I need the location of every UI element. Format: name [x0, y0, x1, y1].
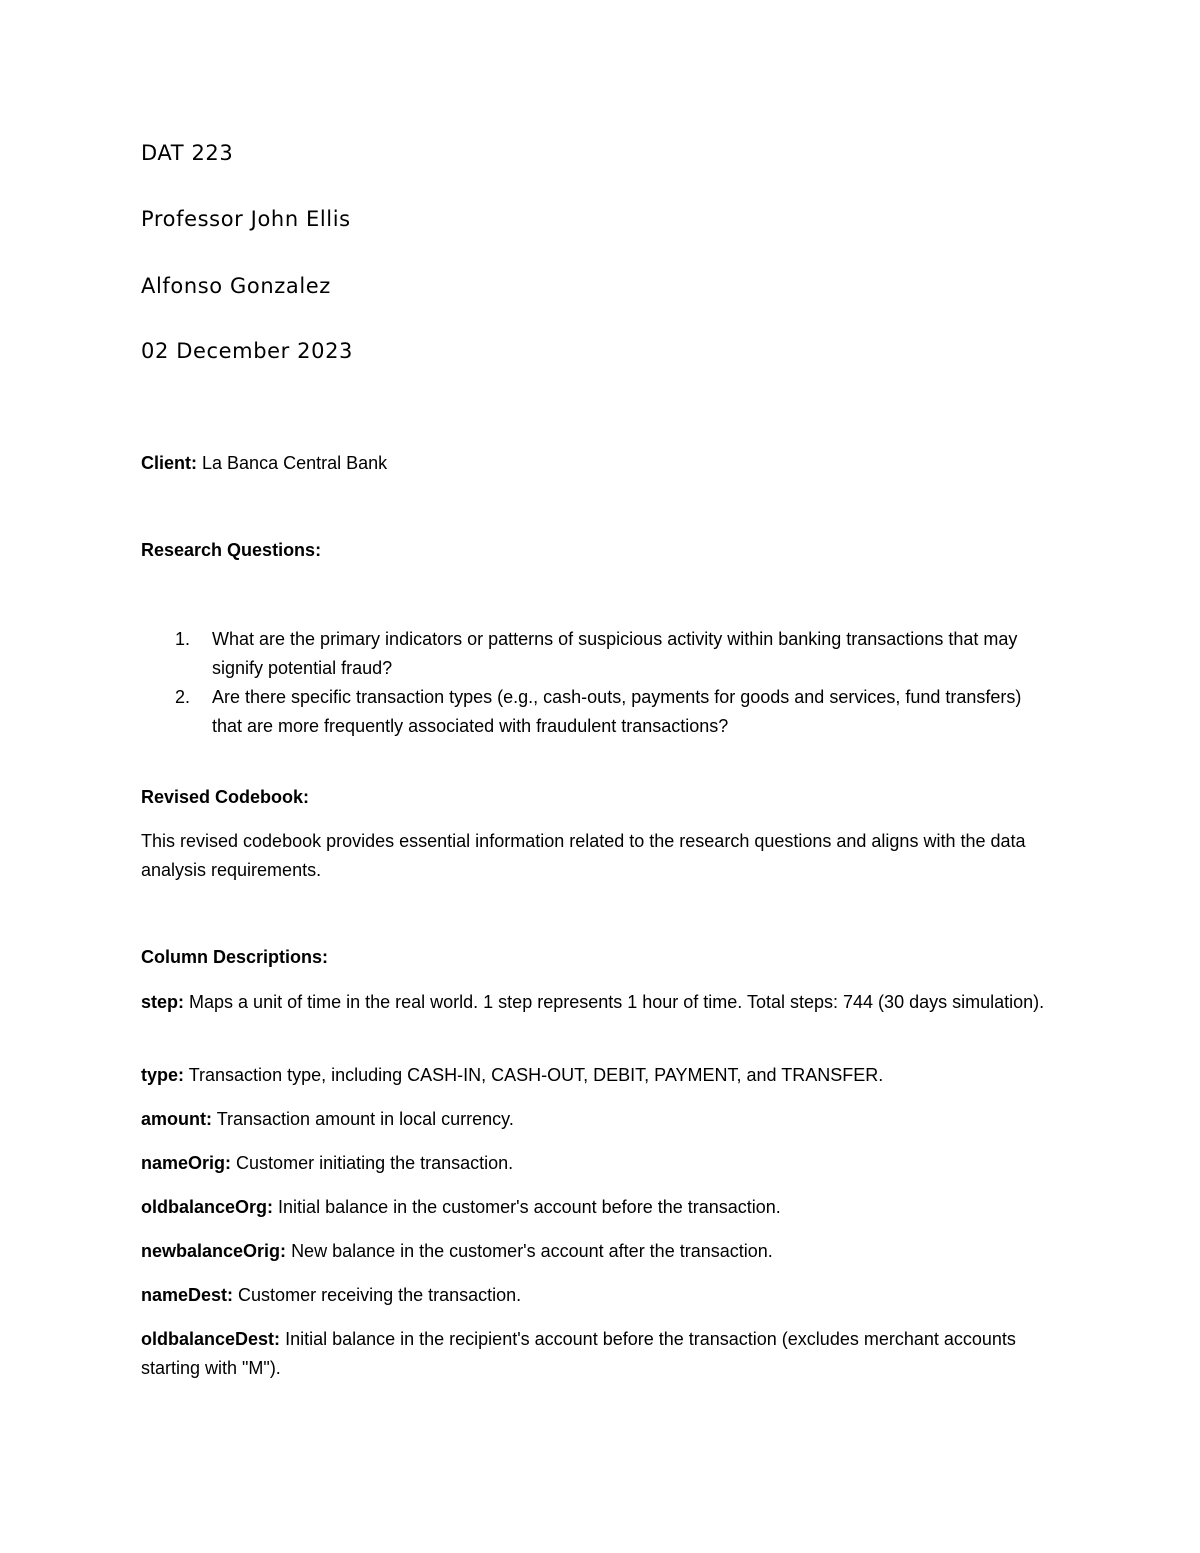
- column-name: newbalanceOrig:: [141, 1241, 287, 1261]
- column-description-item: [141, 1061, 1051, 1090]
- list-item: [141, 625, 1041, 683]
- column-desc: Transaction amount in local currency.: [216, 1109, 514, 1129]
- column-name: nameDest:: [141, 1285, 234, 1305]
- column-description-item: [141, 1105, 1051, 1134]
- column-desc: Customer receiving the transaction.: [238, 1285, 522, 1305]
- student-name: Alfonso Gonzalez: [141, 274, 331, 298]
- client-line: [141, 449, 1051, 478]
- column-description-item: [141, 1193, 1051, 1222]
- column-desc: Transaction type, including CASH-IN, CASH-OUT, DEBIT, PAYMENT, and TRANSFER.: [188, 1065, 884, 1085]
- column-name: amount:: [141, 1109, 212, 1129]
- column-name: oldbalanceDest:: [141, 1329, 281, 1349]
- column-description-item: [141, 1149, 1051, 1178]
- codebook-paragraph: This revised codebook provides essential information related to the research questions and aligns with the data analysis requirements.: [141, 831, 1026, 880]
- column-name: nameOrig:: [141, 1153, 232, 1173]
- research-questions-heading: Research Questions:: [141, 540, 322, 560]
- column-description-item: [141, 1281, 1051, 1310]
- column-desc: Maps a unit of time in the real world. 1 step represents 1 hour of time. Total steps: 744 (30 days simulation).: [189, 992, 1045, 1012]
- column-desc: Customer initiating the transaction.: [236, 1153, 514, 1173]
- professor-name: Professor John Ellis: [141, 207, 351, 231]
- column-name: step:: [141, 992, 185, 1012]
- column-description-item: [141, 1325, 1051, 1383]
- list-item-text: Are there specific transaction types (e.g., cash-outs, payments for goods and services, fund transfers) that are more frequently associated with fraudulent transactions?: [212, 687, 1022, 736]
- column-desc: Initial balance in the customer's account before the transaction.: [278, 1197, 781, 1217]
- client-label: Client:: [141, 453, 197, 473]
- document-date: 02 December 2023: [141, 339, 354, 363]
- course-code: DAT 223: [141, 141, 234, 165]
- list-item-number: 2.: [175, 687, 191, 707]
- client-value: La Banca Central Bank: [202, 453, 388, 473]
- column-description-item: [141, 1237, 1051, 1266]
- codebook-heading: Revised Codebook:: [141, 787, 310, 807]
- column-name: oldbalanceOrg:: [141, 1197, 274, 1217]
- column-description-item: [141, 988, 1051, 1017]
- list-item-text: What are the primary indicators or patterns of suspicious activity within banking transactions that may signify potential fraud?: [212, 629, 1018, 678]
- research-questions-list: [141, 625, 1041, 741]
- column-descriptions-heading: Column Descriptions:: [141, 947, 329, 967]
- column-name: type:: [141, 1065, 185, 1085]
- list-item: [141, 683, 1041, 741]
- column-desc: Initial balance in the recipient's account before the transaction (excludes merchant accounts starting with "M").: [141, 1329, 1016, 1378]
- list-item-number: 1.: [175, 629, 191, 649]
- column-desc: New balance in the customer's account after the transaction.: [291, 1241, 773, 1261]
